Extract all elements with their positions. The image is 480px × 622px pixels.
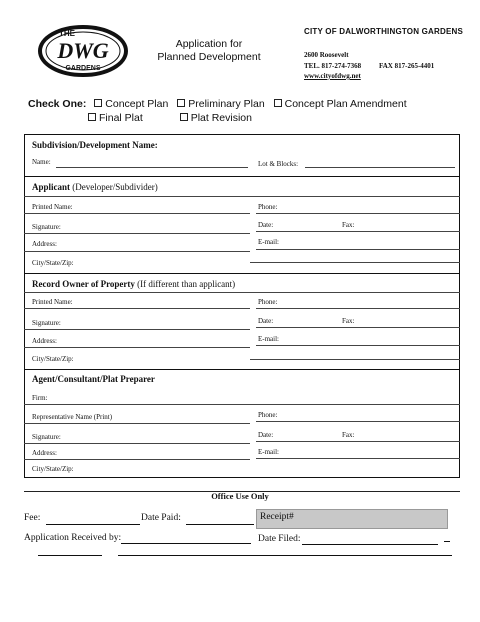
bottom-rule-right [118, 555, 452, 556]
logo-text-top: THE [59, 29, 75, 38]
applicant-email-label: E-mail: [258, 238, 279, 246]
owner-printed-name-field[interactable] [24, 308, 250, 309]
agent-date-label: Date: [258, 431, 274, 439]
applicant-date-fax-field[interactable] [256, 231, 460, 232]
agent-email-field[interactable] [256, 458, 460, 459]
applicant-subtitle: (Developer/Subdivider) [72, 182, 158, 192]
owner-phone-label: Phone: [258, 298, 278, 306]
agent-rep-name-label: Representative Name (Print) [32, 413, 113, 421]
applicant-phone-label: Phone: [258, 203, 278, 211]
bottom-rule-left [38, 555, 102, 556]
agent-address-field[interactable] [24, 459, 250, 460]
agent-fax-label: Fax: [342, 431, 355, 439]
fee-field[interactable] [46, 524, 140, 525]
checkbox-icon[interactable] [177, 99, 185, 107]
owner-email-field[interactable] [256, 345, 460, 346]
lot-blocks-field[interactable] [305, 167, 455, 168]
owner-city-state-zip-label: City/State/Zip: [32, 355, 74, 363]
applicant-signature-label: Signature: [32, 223, 61, 231]
owner-signature-label: Signature: [32, 319, 61, 327]
date-filed-label: Date Filed: [258, 534, 301, 544]
applicant-city-state-zip-label: City/State/Zip: [32, 259, 74, 267]
applicant-address-field[interactable] [24, 251, 250, 252]
date-paid-label: Date Paid: [141, 513, 181, 523]
section-divider [24, 176, 460, 177]
agent-signature-label: Signature: [32, 433, 61, 441]
title-line-2: Planned Development [157, 51, 261, 63]
option-concept-plan[interactable] [94, 98, 168, 110]
option-preliminary-plan[interactable] [177, 98, 264, 110]
application-received-field[interactable] [121, 543, 251, 544]
agent-city-state-zip-label: City/State/Zip: [32, 465, 74, 473]
checkbox-icon[interactable] [88, 113, 96, 121]
office-use-title: Office Use Only [211, 491, 269, 501]
applicant-header-rule [24, 196, 460, 197]
option-final-plat[interactable] [88, 112, 143, 124]
agent-phone-label: Phone: [258, 411, 278, 419]
applicant-fax-label: Fax: [342, 221, 355, 229]
option-label: Concept Plan Amendment [284, 98, 407, 110]
logo-text-mid: DWG [57, 38, 109, 63]
checkbox-icon[interactable] [274, 99, 282, 107]
record-owner-subtitle: (If different than applicant) [137, 279, 236, 289]
agent-phone-field[interactable] [256, 421, 460, 422]
agent-firm-label: Firm: [32, 394, 48, 402]
subdivision-title: Subdivision/Development Name: [32, 140, 158, 150]
agent-date-fax-field[interactable] [256, 441, 460, 442]
checkbox-icon[interactable] [94, 99, 102, 107]
section-divider [24, 369, 460, 370]
owner-fax-label: Fax: [342, 317, 355, 325]
owner-date-label: Date: [258, 317, 274, 325]
owner-printed-name-label: Printed Name: [32, 298, 73, 306]
applicant-printed-name-field[interactable] [24, 213, 250, 214]
option-plat-revision[interactable] [180, 112, 252, 124]
owner-signature-field[interactable] [24, 329, 250, 330]
city-fax: FAX 817-265-4401 [379, 62, 435, 70]
name-field[interactable] [56, 167, 248, 168]
applicant-address-label: Address: [32, 240, 57, 248]
applicant-printed-name-label: Printed Name: [32, 203, 73, 211]
agent-firm-field[interactable] [24, 404, 460, 405]
applicant-signature-field[interactable] [24, 233, 250, 234]
title-line-1: Application for [175, 38, 243, 50]
applicant-email-field[interactable] [256, 249, 460, 250]
agent-address-label: Address: [32, 449, 57, 457]
agent-rep-name-field[interactable] [24, 423, 250, 424]
option-label: Preliminary Plan [188, 98, 265, 110]
city-name: CITY OF DALWORTHINGTON GARDENS [304, 27, 464, 36]
name-label: Name: [32, 158, 51, 166]
check-one-row-1 [28, 98, 413, 110]
applicant-title-text: Applicant [32, 182, 71, 192]
owner-email-label: E-mail: [258, 335, 279, 343]
record-owner-title [32, 279, 235, 289]
applicant-phone-field[interactable] [256, 213, 460, 214]
application-received-label: Application Received by: [24, 533, 122, 543]
record-owner-title-text: Record Owner of Property [32, 279, 135, 289]
owner-address-field[interactable] [24, 347, 250, 348]
agent-signature-field[interactable] [24, 443, 250, 444]
city-website-link[interactable]: www.cityofdwg.net [304, 72, 361, 80]
agent-email-label: E-mail: [258, 448, 279, 456]
record-owner-header-rule [24, 292, 460, 293]
logo-text-bottom: GARDENS [65, 65, 101, 72]
option-label: Concept Plan [105, 98, 169, 110]
date-paid-field[interactable] [186, 524, 254, 525]
agent-title: Agent/Consultant/Plat Preparer [32, 374, 155, 384]
applicant-city-state-zip-field[interactable] [250, 262, 460, 263]
application-title [150, 38, 268, 64]
owner-phone-field[interactable] [256, 308, 460, 309]
applicant-title [32, 182, 158, 192]
check-one-label: Check One: [28, 98, 87, 110]
checkbox-icon[interactable] [180, 113, 188, 121]
lot-blocks-label: Lot & Blocks: [258, 160, 299, 168]
applicant-date-label: Date: [258, 221, 274, 229]
option-label: Final Plat [99, 112, 143, 124]
fee-label: Fee: [24, 513, 41, 523]
date-filed-field[interactable] [302, 544, 438, 545]
city-logo [38, 24, 128, 78]
city-telephone: TEL. 817-274-7368 [304, 62, 362, 70]
city-address: 2600 Roosevelt [304, 51, 349, 59]
owner-address-label: Address: [32, 337, 57, 345]
date-filed-tail [444, 541, 450, 542]
owner-city-state-zip-field[interactable] [250, 359, 460, 360]
check-one-row-2 [88, 112, 258, 124]
owner-date-fax-field[interactable] [256, 327, 460, 328]
option-label: Plat Revision [190, 112, 252, 124]
receipt-label: Receipt# [260, 512, 294, 522]
section-divider [24, 273, 460, 274]
option-concept-plan-amendment[interactable] [274, 98, 407, 110]
